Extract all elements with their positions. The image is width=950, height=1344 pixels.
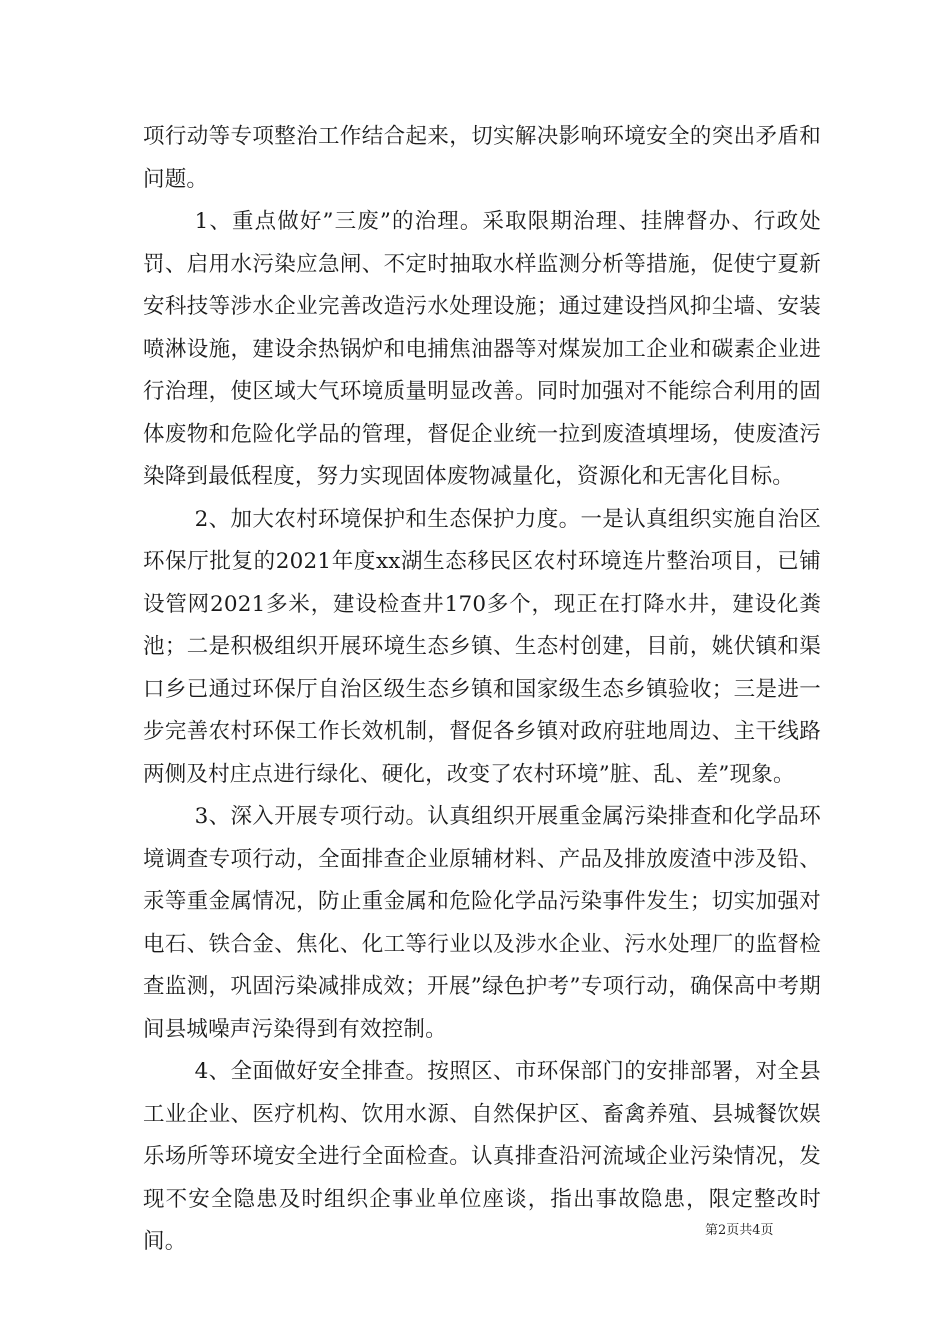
paragraph-rural-protection: 2、加大农村环境保护和生态保护力度。一是认真组织实施自治区环保厅批复的2021年度xx湖生态移民区农村环境连片整治项目，已铺设管网2021多米，建设检查井170多个，现正在打降水井，建设化粪池；二是积极组织开展环境生态乡镇、生态村创建，目前，姚伏镇和渠口乡已通过环保厅自治区级生态乡镇和国家级生态乡镇验收；三是进一步完善农村环保工作长效机制，督促各乡镇对政府驻地周边、主干线路两侧及村庄点进行绿化、硬化，改变了农村环境”脏、乱、差”现象。	[143, 506, 821, 787]
paragraph-safety-inspection: 4、全面做好安全排查。按照区、市环保部门的安排部署，对全县工业企业、医疗机构、饮用水源、自然保护区、畜禽养殖、县城餐饮娱乐场所等环境安全进行全面检查。认真排查沿河流域企业污染情况，发现不安全隐患及时组织企事业单位座谈，指出事故隐患，限定整改时间。	[143, 1059, 821, 1254]
page-number-footer: 第2页共4页	[705, 1223, 774, 1238]
paragraph-continuation: 项行动等专项整治工作结合起来，切实解决影响环境安全的突出矛盾和问题。	[143, 124, 821, 192]
paragraph-special-actions: 3、深入开展专项行动。认真组织开展重金属污染排查和化学品环境调查专项行动，全面排查企业原辅材料、产品及排放废渣中涉及铅、汞等重金属情况，防止重金属和危险化学品污染事件发生；切实加强对电石、铁合金、焦化、化工等行业以及涉水企业、污水处理厂的监督检查监测，巩固污染减排成效；开展”绿色护考”专项行动，确保高中考期间县城噪声污染得到有效控制。	[143, 804, 821, 1042]
document-body	[143, 116, 821, 1264]
paragraph-three-wastes: 1、重点做好”三废”的治理。采取限期治理、挂牌督办、行政处罚、启用水污染应急闸、不定时抽取水样监测分析等措施，促使宁夏新安科技等涉水企业完善改造污水处理设施；通过建设挡风抑尘墙、安装喷淋设施，建设余热锅炉和电捕焦油器等对煤炭加工企业和碳素企业进行治理，使区域大气环境质量明显改善。同时加强对不能综合利用的固体废物和危险化学品的管理，督促企业统一拉到废渣填埋场，使废渣污染降到最低程度，努力实现固体废物减量化，资源化和无害化目标。	[143, 209, 821, 489]
